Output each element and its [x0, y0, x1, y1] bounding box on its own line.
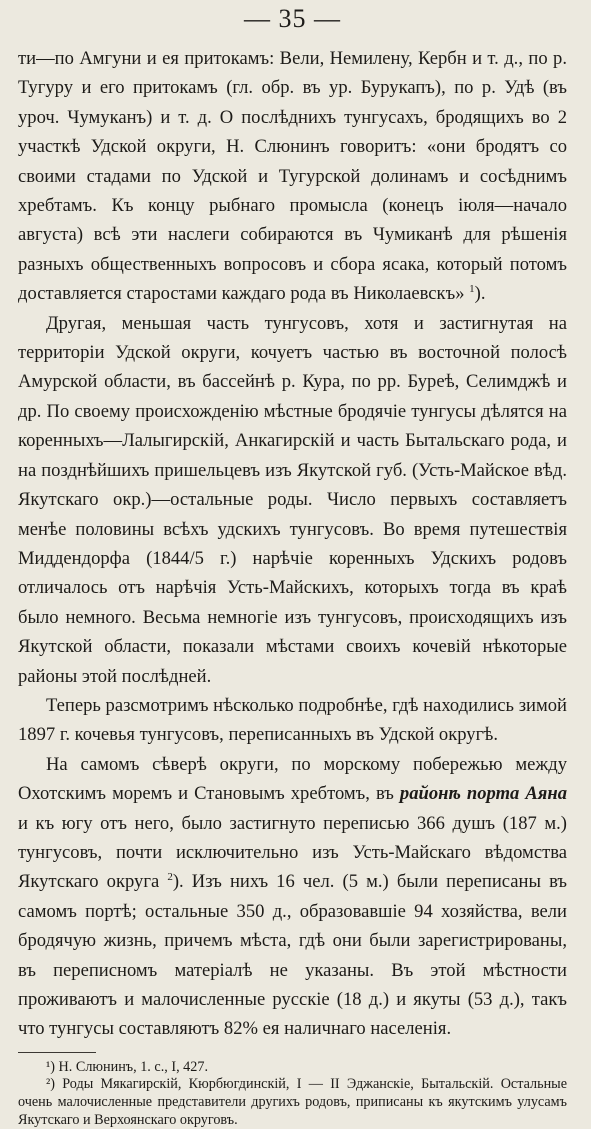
paragraph: [18, 309, 567, 691]
paragraph: [18, 750, 567, 1044]
paragraph: [18, 44, 567, 309]
paragraph: [18, 691, 567, 750]
emphasized-text: районѣ порта Аяна: [399, 783, 567, 805]
text-segment: ).: [474, 283, 486, 305]
footnotes: [18, 1059, 567, 1129]
text-segment: и къ югу отъ него, было застигнуто переписью 366 душъ (187 м.) тунгусовъ, почти исключительно изъ Усть-Майскаго вѣдомства Якутскаго округа: [18, 812, 567, 893]
text-segment: Другая, меньшая часть тунгусовъ, хотя и застигнутая на территоріи Удской округи, кочуетъ частью въ восточной полосѣ Амурской области, въ бассейнѣ р. Кура, по рр. Буреѣ, Селимджѣ и др. По своему происхожденію мѣстные бродячіе тунгусы дѣлятся на коренныхъ—Лалыгирскій, Анкагирскій и часть Бытальскаго рода, и на позднѣйшихъ пришельцевъ изъ Якутской губ. (Усть-Майское вѣд. Якутскаго окр.)—остальные роды. Число первыхъ составляетъ менѣе половины всѣхъ удскихъ тунгусовъ. Во время путешествія Миддендорфа (1844/5 г.) нарѣчіе коренныхъ Удскихъ родовъ отличалось отъ нарѣчія Усть-Майскихъ, которыхъ тогда въ краѣ было немного. Весьма немногіе изъ тунгусовъ, происходящихъ изъ Якутской области, показали мѣстами своихъ кочевій нѣкоторые районы этой послѣдней.: [18, 312, 567, 687]
footnote-marker: 2: [167, 871, 173, 884]
footnote-marker: 1: [469, 283, 475, 296]
page-number: — 35 —: [244, 4, 341, 33]
text-segment: ). Изъ нихъ 16 чел. (5 м.) были переписаны въ самомъ портѣ; остальные 350 д., образовавшіе 94 хозяйства, вели бродячую жизнь, причемъ мѣста, гдѣ они были зарегистрированы, въ переписномъ матеріалѣ не указаны. Въ этой мѣстности проживаютъ и малочисленные русскіе (18 д.) и якуты (53 д.), такъ что тунгусы составляютъ 82% ея наличнаго населенія.: [18, 871, 567, 1040]
footnote-1: ¹) Н. Слюнинъ, 1. с., I, 427.: [46, 1058, 208, 1075]
main-text: [18, 44, 567, 1044]
footnote-separator: [18, 1052, 96, 1053]
text-segment: ти—по Амгуни и ея притокамъ: Вели, Немилену, Кербн и т. д., по р. Тугуру и его притокамъ (гл. обр. въ ур. Бурукапъ), по р. Удѣ (въ уроч. Чумуканъ) и т. д. О послѣднихъ тунгусахъ, бродящихъ во 2 участкѣ Удской округи, Н. Слюнинъ говоритъ: «они бродятъ со своими стадами по Удской и Тугурской долинамъ и сосѣднимъ хребтамъ. Къ концу рыбнаго промысла (конецъ іюля—начало августа) всѣ эти наслеги собираются въ Чумиканѣ для рѣшенія разныхъ общественныхъ вопросовъ и сбора ясака, который потомъ доставляется старостами каждаго рода въ Николаевскъ»: [18, 48, 567, 305]
text-segment: На самомъ сѣверѣ округи, по морскому побережью между Охотскимъ моремъ и Становымъ хребтомъ, въ: [18, 753, 567, 805]
text-segment: Теперь разсмотримъ нѣсколько подробнѣе, гдѣ находились зимой 1897 г. кочевья тунгусовъ, переписанныхъ въ Удской округѣ.: [18, 694, 567, 746]
footnote-2: ²) Роды Мякагирскій, Кюрбюгдинскій, I — II Эджанскіе, Бытальскій. Остальные очень малочисленные представители другихъ родовъ, приписаны къ якутскимъ улусамъ Якутскаго и Верхоянскаго округовъ.: [18, 1076, 567, 1128]
